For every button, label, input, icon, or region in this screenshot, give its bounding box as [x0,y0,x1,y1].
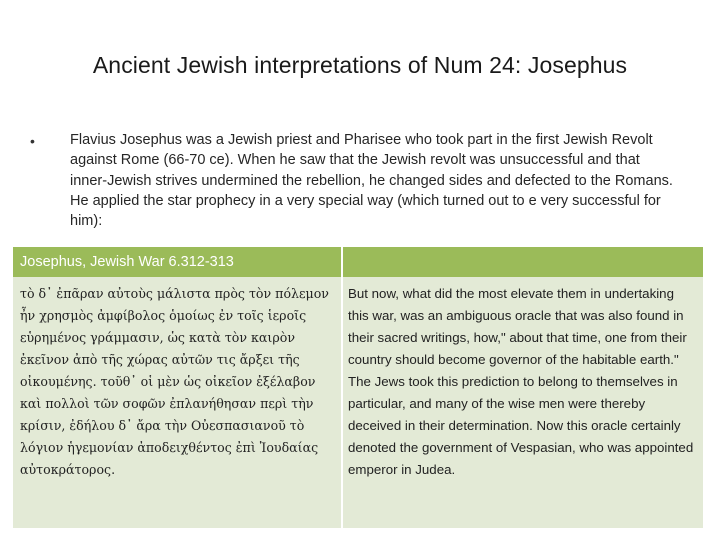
table-header-empty [341,247,703,277]
quotation-table [13,247,703,528]
english-translation-cell: But now, what did the most elevate them in undertaking this war, was an ambiguous oracle that was also found in their sacred writings, how," about that time, one from their country should become governor of the habitable earth." The Jews took this prediction to belong to themselves in particular, and many of the wise men were thereby deceived in their determination. Now this oracle certainly denoted the government of Vespasian, who was appointed emperor in Judea. [341,277,703,528]
bullet-icon: • [30,133,35,149]
bullet-paragraph [30,130,680,231]
table-header [13,247,703,277]
bullet-text: Flavius Josephus was a Jewish priest and Pharisee who took part in the first Jewish Revolt against Rome (66-70 ce). When he saw that the Jewish revolt was unsuccessful and that inner-Jewish strives undermined the rebellion, he changed sides and defected to the Romans. He applied the star prophecy in a very special way (which turned out to e very successful for him): [70,132,673,230]
table-row [13,277,703,528]
slide-title: Ancient Jewish interpretations of Num 24: Josephus [92,52,628,78]
table-header-source: Josephus, Jewish War 6.312-313 [20,254,234,270]
greek-text-cell: τὸ δ᾽ ἐπᾶραν αὐτοὺς μάλιστα πρὸς τὸν πόλεμον ἦν χρησμὸς ἀμφίβολος ὁμοίως ἐν τοῖς ἱεροῖς εὑρημένος γράμμασιν, ὡς κατὰ τὸν καιρὸν ἐκεῖνον ἀπὸ τῆς χώρας αὐτῶν τις ἄρξει τῆς οἰκουμένης. τοῦθ᾽ οἱ μὲν ὡς οἰκεῖον ἐξέλαβον καὶ πολλοὶ τῶν σοφῶν ἐπλανήθησαν περὶ τὴν κρίσιν, ἐδήλου δ᾽ ἄρα τὴν Οὐεσπασιανοῦ τὸ λόγιον ἡγεμονίαν ἀποδειχθέντος ἐπὶ Ἰουδαίας αὐτοκράτορος. [20,286,329,477]
